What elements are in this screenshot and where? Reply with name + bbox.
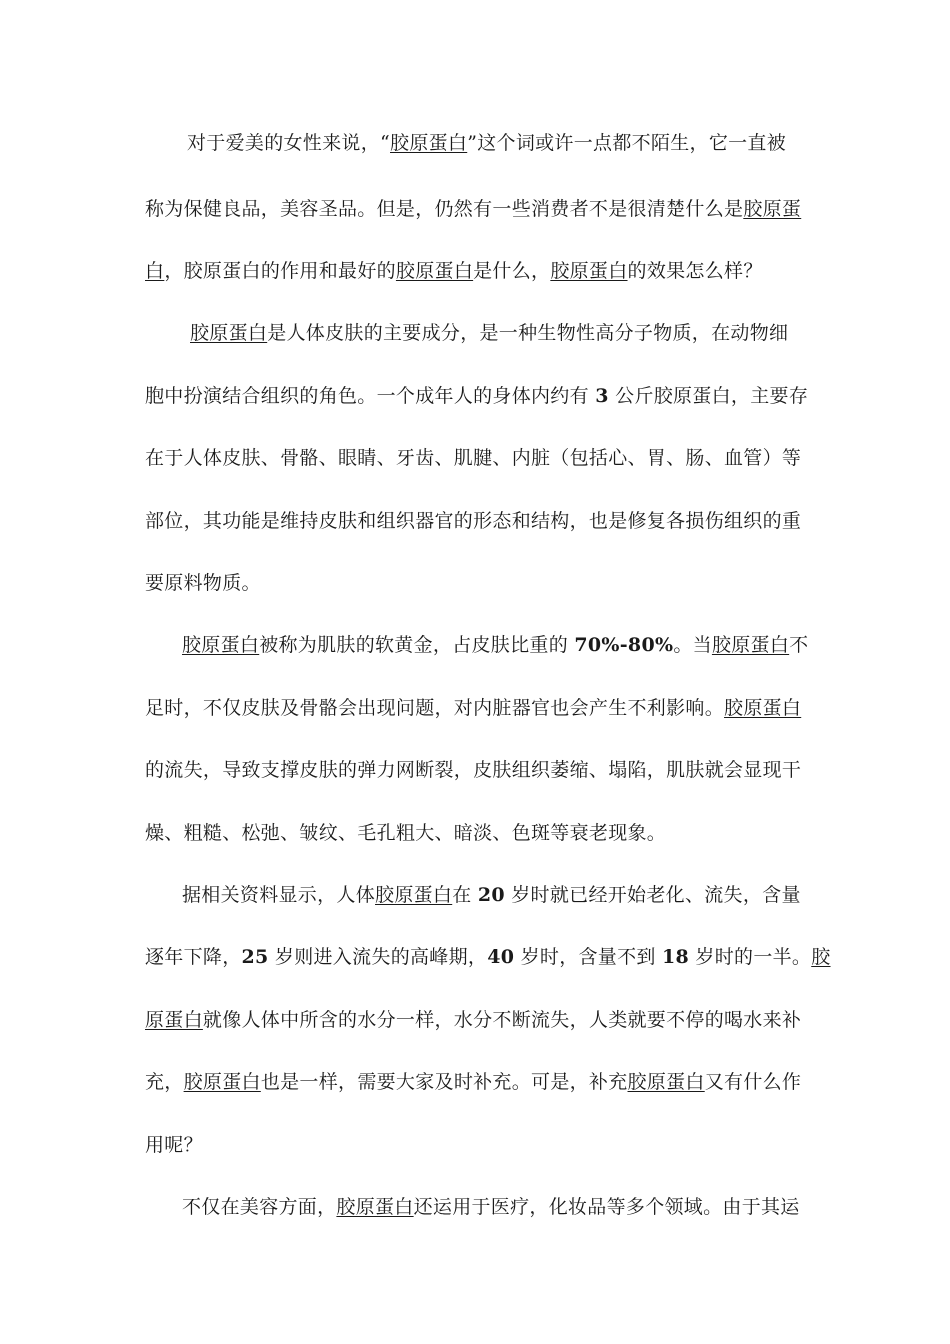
text-run: 在 xyxy=(452,884,478,906)
text-run: 又有什么作 xyxy=(704,1071,802,1093)
keyword-link[interactable]: 胶原蛋白 xyxy=(390,132,468,154)
keyword-link[interactable]: 胶原蛋白 xyxy=(375,884,453,906)
text-line xyxy=(145,821,800,845)
text-run: 足时，不仅皮肤及骨骼会出现问题，对内脏器官也会产生不利影响。 xyxy=(145,697,725,719)
text-line xyxy=(145,945,831,969)
text-line xyxy=(182,633,809,657)
text-line xyxy=(145,1008,800,1032)
text-run: 是什么， xyxy=(473,260,551,282)
text-run: 也是一样，需要大家及时补充。可是，补充 xyxy=(260,1071,628,1093)
text-run: 不仅在美容方面， xyxy=(182,1196,337,1218)
text-line xyxy=(145,696,800,720)
text-run: 据相关资料显示，人体 xyxy=(182,884,376,906)
text-run: 对于爱美的女性来说，“ xyxy=(187,132,391,154)
text-run: ，胶原蛋白的作用和最好的 xyxy=(164,260,396,282)
text-run: 用呢？ xyxy=(145,1134,203,1156)
text-run: 逐年下降， xyxy=(145,946,242,968)
bold-number: 20 xyxy=(477,884,505,906)
keyword-link[interactable]: 胶原蛋白 xyxy=(183,1071,261,1093)
text-run: 部位，其功能是维持皮肤和组织器官的形态和结构，也是修复各损伤组织的重 xyxy=(145,510,802,532)
text-run: 就像人体中所含的水分一样，水分不断流失，人类就要不停的喝水来补 xyxy=(202,1009,802,1031)
text-run: 岁时就已经开始老化、流失，含量 xyxy=(504,884,801,906)
bold-number: 40 xyxy=(487,946,515,968)
text-line xyxy=(190,321,800,345)
text-run: 公斤胶原蛋白，主要存 xyxy=(608,385,809,407)
text-run: 。当 xyxy=(673,634,712,656)
text-run: 的效果怎么样？ xyxy=(627,260,763,282)
text-line xyxy=(145,571,800,595)
text-run: 充， xyxy=(145,1071,184,1093)
text-line xyxy=(145,259,800,283)
text-line xyxy=(145,197,800,221)
keyword-link[interactable]: 胶原蛋白 xyxy=(724,697,802,719)
text-line xyxy=(145,509,800,533)
keyword-link[interactable]: 胶原蛋白 xyxy=(190,322,268,344)
text-run: 不 xyxy=(789,634,809,656)
text-run: 要原料物质。 xyxy=(145,572,261,594)
keyword-link[interactable]: 原蛋白 xyxy=(145,1009,203,1031)
text-run: 岁则进入流失的高峰期， xyxy=(268,946,488,968)
text-run: 岁时，含量不到 xyxy=(514,946,663,968)
keyword-link[interactable]: 胶原蛋 xyxy=(743,198,802,220)
text-run: 还运用于医疗，化妆品等多个领域。由于其运 xyxy=(413,1196,800,1218)
keyword-link[interactable]: 胶原蛋白 xyxy=(711,634,790,656)
bold-number: 70%-80% xyxy=(574,634,674,656)
text-run: 是人体皮肤的主要成分，是一种生物性高分子物质，在动物细 xyxy=(267,322,789,344)
text-run: 在于人体皮肤、骨骼、眼睛、牙齿、肌腱、内脏（包括心、胃、肠、血管）等 xyxy=(145,447,802,469)
text-run: 的流失，导致支撑皮肤的弹力网断裂，皮肤组织萎缩、塌陷，肌肤就会显现干 xyxy=(145,759,802,781)
keyword-link[interactable]: 白 xyxy=(145,260,165,282)
bold-number: 18 xyxy=(662,946,690,968)
text-line xyxy=(145,446,800,470)
keyword-link[interactable]: 胶原蛋白 xyxy=(336,1196,414,1218)
text-run: 燥、粗糙、松弛、皱纹、毛孔粗大、暗淡、色斑等衰老现象。 xyxy=(145,822,667,844)
keyword-link[interactable]: 胶原蛋白 xyxy=(550,260,628,282)
bold-number: 25 xyxy=(241,946,269,968)
text-line xyxy=(145,758,800,782)
keyword-link[interactable]: 胶 xyxy=(811,946,831,968)
bold-number: 3 xyxy=(595,385,609,407)
text-run: ”这个词或许一点都不陌生，它一直被 xyxy=(467,132,787,154)
keyword-link[interactable]: 胶原蛋白 xyxy=(182,634,260,656)
text-line xyxy=(182,1195,800,1219)
keyword-link[interactable]: 胶原蛋白 xyxy=(627,1071,705,1093)
text-line xyxy=(187,131,800,155)
text-run: 称为保健良品，美容圣品。但是，仍然有一些消费者不是很清楚什么是 xyxy=(145,198,744,220)
text-run: 岁时的一半。 xyxy=(689,946,812,968)
text-line xyxy=(145,1070,800,1094)
text-run: 被称为肌肤的软黄金，占皮肤比重的 xyxy=(259,634,575,656)
text-line xyxy=(182,883,800,907)
text-line xyxy=(145,1133,800,1157)
text-line xyxy=(145,384,809,408)
text-run: 胞中扮演结合组织的角色。一个成年人的身体内约有 xyxy=(145,385,596,407)
keyword-link[interactable]: 胶原蛋白 xyxy=(395,260,474,282)
